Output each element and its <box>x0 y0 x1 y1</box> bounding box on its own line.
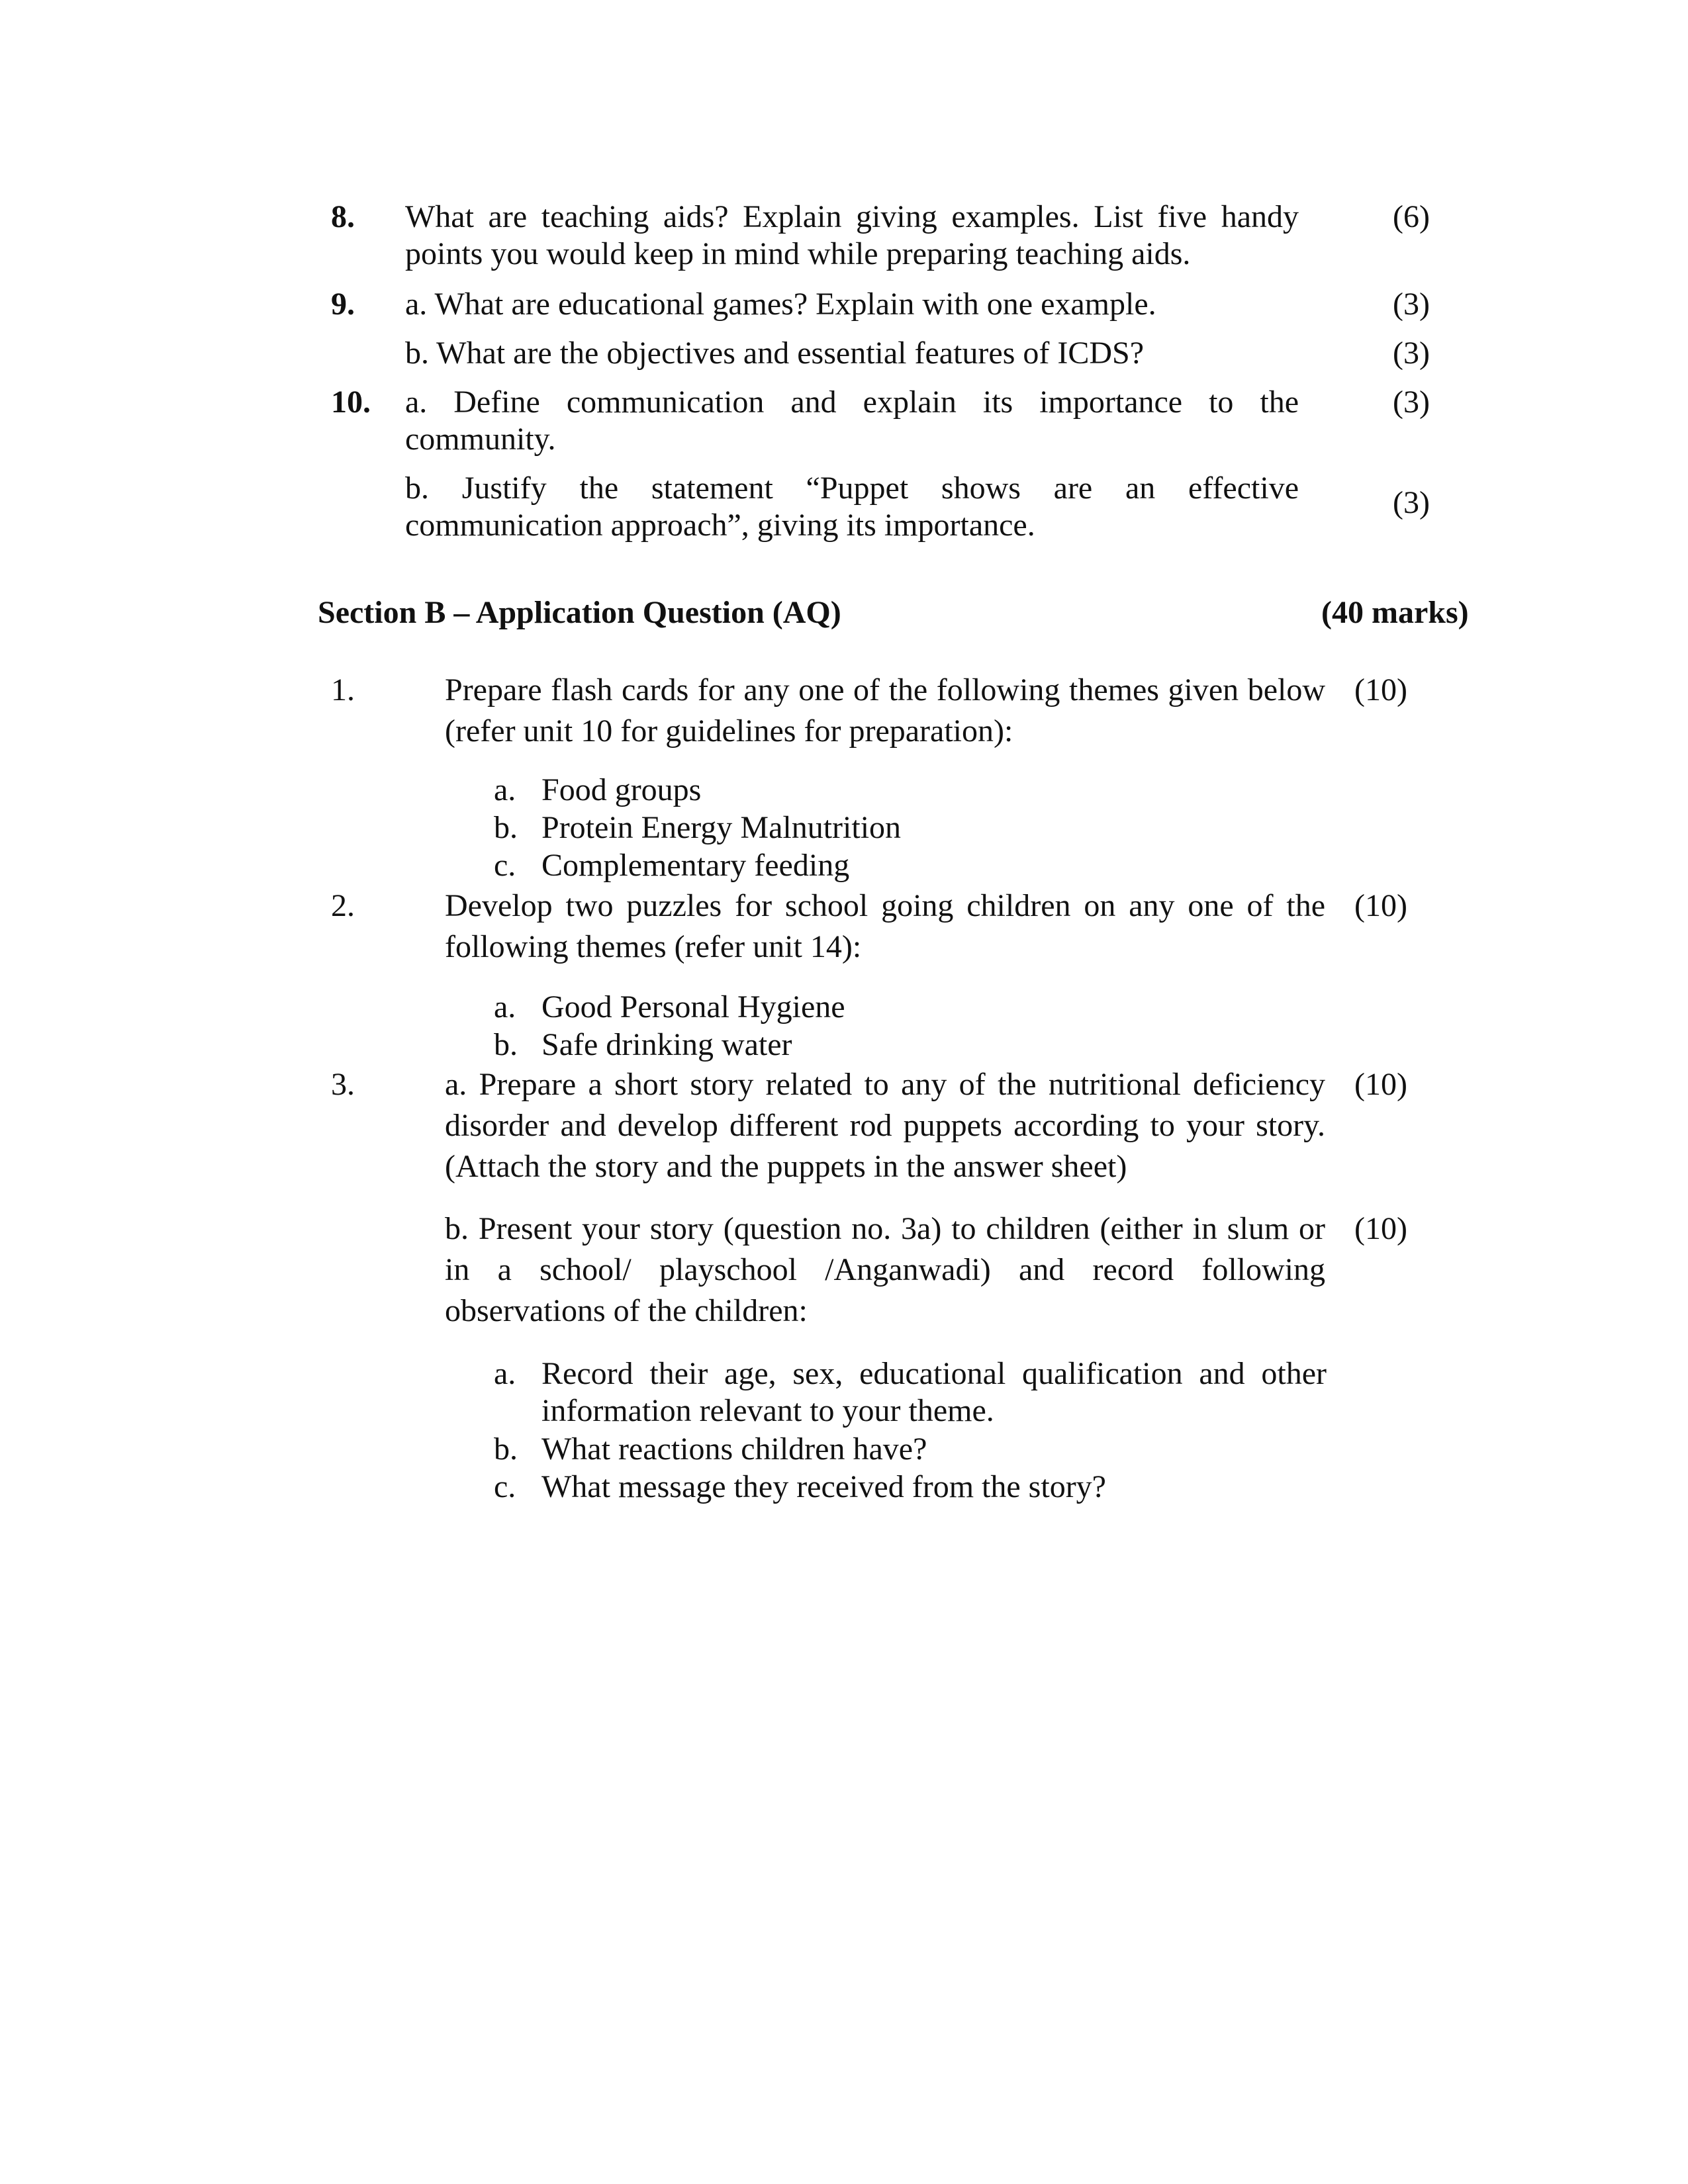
question-text: a. What are educational games? Explain with one example. <box>405 287 1156 322</box>
list-item-label: b. <box>494 810 518 845</box>
question-marks: (10) <box>1354 1211 1407 1246</box>
section-title: Section B – Application Question (AQ) <box>318 595 841 630</box>
question-text: b. Present your story (question no. 3a) to children (either in slum or in a school/ playschool /Anganwadi) and record following observations of the children: <box>445 1211 1325 1328</box>
question-number: 9. <box>331 287 355 322</box>
list-item-text: Food groups <box>541 772 702 807</box>
question-text: Prepare flash cards for any one of the following themes given below (refer unit 10 for guidelines for preparation): <box>445 672 1325 749</box>
question-text: a. Prepare a short story related to any of the nutritional deficiency disorder and develop different rod puppets according to your story. (Attach the story and the puppets in the answer sheet) <box>445 1067 1325 1184</box>
list-item-text: Record their age, sex, educational qualification and other information relevant to your theme. <box>541 1356 1327 1428</box>
list-item-text: Safe drinking water <box>541 1027 792 1062</box>
list-item-label: b. <box>494 1432 518 1467</box>
question-marks: (6) <box>1393 199 1430 234</box>
section-marks: (40 marks) <box>1321 595 1469 630</box>
question-number: 10. <box>331 385 371 420</box>
list-item-label: c. <box>494 848 516 883</box>
list-item-label: a. <box>494 1356 516 1391</box>
list-item-label: a. <box>494 772 516 807</box>
question-number: 3. <box>331 1067 355 1102</box>
list-item-text: Complementary feeding <box>541 848 850 883</box>
question-marks: (10) <box>1354 888 1407 923</box>
question-text: What are teaching aids? Explain giving examples. List five handy points you would keep in mind while preparing teaching aids. <box>405 199 1299 271</box>
question-text: b. What are the objectives and essential features of ICDS? <box>405 336 1145 371</box>
list-item-text: What reactions children have? <box>541 1432 927 1467</box>
list-item-label: c. <box>494 1469 516 1504</box>
question-number: 2. <box>331 888 355 923</box>
question-marks: (3) <box>1393 287 1430 322</box>
question-marks: (10) <box>1354 1067 1407 1102</box>
list-item-text: Good Personal Hygiene <box>541 989 845 1024</box>
list-item-label: a. <box>494 989 516 1024</box>
question-marks: (3) <box>1393 385 1430 420</box>
question-number: 1. <box>331 672 355 707</box>
question-text: a. Define communication and explain its importance to the community. <box>405 385 1299 457</box>
question-marks: (10) <box>1354 672 1407 707</box>
question-text: b. Justify the statement “Puppet shows are an effective communication approach”, giving its importance. <box>405 471 1299 543</box>
question-marks: (3) <box>1393 485 1430 520</box>
list-item-label: b. <box>494 1027 518 1062</box>
question-number: 8. <box>331 199 355 234</box>
question-marks: (3) <box>1393 336 1430 371</box>
question-text: Develop two puzzles for school going children on any one of the following themes (refer unit 14): <box>445 888 1325 964</box>
list-item-text: What message they received from the story? <box>541 1469 1106 1504</box>
list-item-text: Protein Energy Malnutrition <box>541 810 902 845</box>
